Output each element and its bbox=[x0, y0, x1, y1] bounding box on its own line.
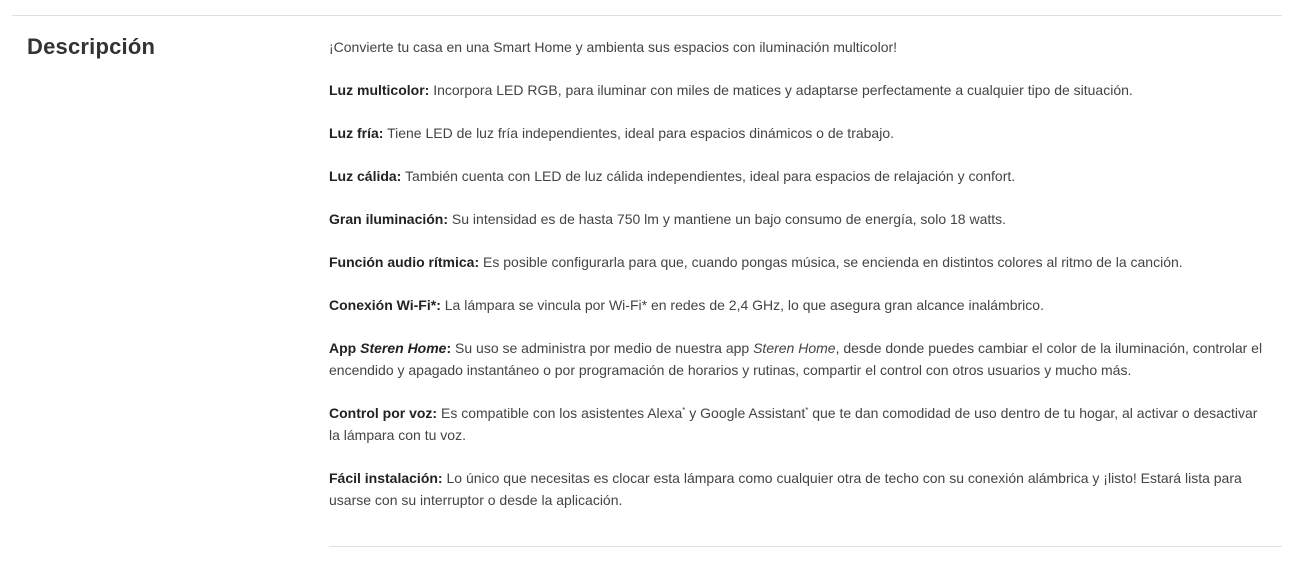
feature-label-prefix: App bbox=[329, 340, 361, 356]
feature-warm-light bbox=[329, 165, 1269, 187]
bottom-divider bbox=[329, 546, 1282, 547]
feature-label: Control por voz: bbox=[329, 405, 438, 421]
feature-voice-control bbox=[329, 402, 1269, 446]
footnote-marker: * bbox=[805, 406, 809, 415]
feature-text: Lo único que necesitas es clocar esta lámpara como cualquier otra de techo con su conexión alámbrica y ¡listo! Estará lista para usarse con su interruptor o desde la aplicación. bbox=[329, 470, 1242, 508]
feature-label: Fácil instalación: bbox=[329, 470, 443, 486]
feature-label: Luz cálida: bbox=[329, 168, 402, 184]
description-intro: ¡Convierte tu casa en una Smart Home y ambienta sus espacios con iluminación multicolor! bbox=[329, 39, 898, 55]
feature-label: Gran iluminación: bbox=[329, 211, 449, 227]
feature-app bbox=[329, 337, 1269, 381]
feature-label-suffix: : bbox=[446, 340, 452, 356]
top-divider bbox=[12, 15, 1282, 16]
feature-wifi bbox=[329, 294, 1269, 316]
feature-text-continued: , desde donde puedes cambiar el color de la iluminación, controlar el encendido y apagado instantáneo o por programación de horarios y rutinas, compartir el control con otros usuarios y mucho más. bbox=[329, 340, 1263, 378]
feature-audio-rhythm bbox=[329, 251, 1269, 273]
feature-text: Su uso se administra por medio de nuestra app bbox=[451, 340, 754, 356]
feature-text-continued: y Google Assistant bbox=[685, 405, 806, 421]
feature-text: Es posible configurarla para que, cuando pongas música, se encienda en distintos colores al ritmo de la canción. bbox=[479, 254, 1183, 270]
feature-multicolor bbox=[329, 79, 1269, 101]
footnote-marker: * bbox=[682, 406, 686, 415]
feature-text: También cuenta con LED de luz cálida independientes, ideal para espacios de relajación y confort. bbox=[401, 168, 1016, 184]
feature-label: Función audio rítmica: bbox=[329, 254, 480, 270]
feature-text: Incorpora LED RGB, para iluminar con miles de matices y adaptarse perfectamente a cualquier tipo de situación. bbox=[429, 82, 1133, 98]
app-name: Steren Home bbox=[360, 340, 447, 356]
section-title: Descripción bbox=[27, 34, 156, 59]
feature-brightness bbox=[329, 208, 1269, 230]
feature-label: Luz fría: bbox=[329, 125, 384, 141]
feature-text: Su intensidad es de hasta 750 lm y mantiene un bajo consumo de energía, solo 18 watts. bbox=[448, 211, 1007, 227]
feature-text: Tiene LED de luz fría independientes, ideal para espacios dinámicos o de trabajo. bbox=[383, 125, 894, 141]
feature-text-end: que te dan comodidad de uso dentro de tu hogar, al activar o desactivar la lámpara con tu voz. bbox=[329, 405, 1258, 443]
feature-cold-light bbox=[329, 122, 1269, 144]
app-name-inline: Steren Home bbox=[753, 340, 836, 356]
feature-label: Conexión Wi-Fi*: bbox=[329, 297, 441, 313]
feature-label bbox=[329, 340, 451, 356]
feature-easy-install bbox=[329, 467, 1269, 511]
feature-label: Luz multicolor: bbox=[329, 82, 430, 98]
feature-text: Es compatible con los asistentes Alexa bbox=[437, 405, 683, 421]
feature-text: La lámpara se vincula por Wi-Fi* en redes de 2,4 GHz, lo que asegura gran alcance inalámbrico. bbox=[440, 297, 1044, 313]
product-description bbox=[329, 36, 1269, 532]
